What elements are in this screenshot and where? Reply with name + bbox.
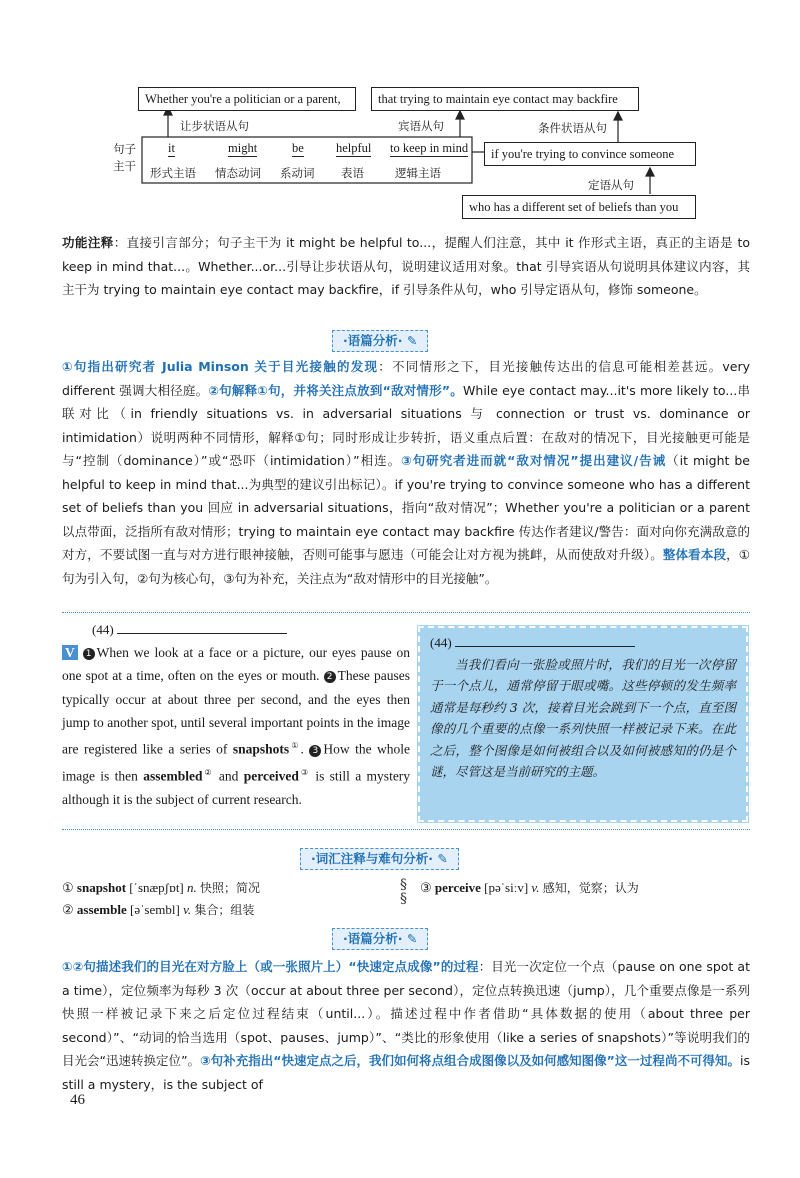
vocab-number: ② [62, 902, 74, 917]
section-tag-1-label: ·语篇分析· [343, 333, 403, 348]
main-clause-label-1: 句子 [113, 142, 136, 156]
pen-icon: ✎ [437, 851, 448, 866]
analysis-2-text-1: ：目光一次定位一个点（pause on one spot at a time），定位频率为每秒 3 次（occur at about three per second），定位点转换迅速（jump），几个重要点像是一系列快照一样被记录下来之后定位过程结束（until...）。描述过程中作者借助“具体数据的使用（about three per second）”、“动词的恰当选用（spot、pauses、jump）”、“类比的形象使用（like a series of snapshots）”等说明我们的目光会“迅速转换定位”。 [62, 959, 750, 1068]
word-snapshots: snapshots [232, 741, 290, 757]
note-2-mark: ② [202, 767, 214, 777]
pen-icon: ✎ [406, 333, 418, 348]
section-tag-vocab [300, 848, 459, 870]
role-formal-subject: 形式主语 [150, 166, 196, 180]
main-clause-label-2: 主干 [113, 159, 136, 173]
function-note-label: 功能注释 [62, 235, 114, 250]
sentence-3-end: is still a mystery although it is the subject of current research. [62, 768, 411, 807]
discourse-analysis-1 [62, 355, 750, 590]
word-helpful: helpful [336, 141, 372, 155]
vocab-item [62, 901, 254, 918]
analysis-2-highlight-2: ③句补充指出“快速定点之后，我们如何将点组合成图像以及如何感知图像”这一过程尚不可得知。 [200, 1053, 740, 1068]
role-predicative: 表语 [341, 166, 364, 180]
sentence-1-icon: 1 [83, 648, 95, 660]
vocab-meaning: 快照；简况 [200, 881, 261, 895]
translation-text: 当我们看向一张脸或照片时，我们的目光一次停留于一个点儿，通常停留于眼或嘴。这些停顿的发生频率通常是每秒约 3 次，接着目光会跳到下一个点，直至图像的几个重要的点像一系列快照一样被记录下来。在此之后，整个图像是如何被组合以及如何被感知的仍是个谜，尽管这是当前研究的主题。 [430, 656, 736, 779]
word-be: be [292, 141, 304, 155]
vocab-pos: n. [187, 880, 197, 895]
section-tag-discourse-analysis-2 [332, 928, 428, 950]
word-it: it [168, 141, 175, 155]
pen-icon: ✎ [406, 931, 418, 946]
section-tag-3-label: ·语篇分析· [343, 931, 403, 946]
attributive-clause-box: who has a different set of beliefs than you [462, 195, 696, 219]
binding-spiral-icon: § § [400, 877, 407, 907]
q44-number: (44) [92, 622, 114, 637]
analysis-1-text-3: （it might be helpful to keep in mind that...为典型的建议引出标记）。if you're trying to convince someone who has a different set of beliefs than you 回应 in adversarial situations，指向“敌对情况”；Whether you're a politician or a parent 以点带面，泛指所有敌对情形；trying to maintain eye contact may backfire 传达作者建议/警告：面对向你充满敌意的对方，不要试图一直与对方进行眼神接触，否则可能事与愿违（可能会让对方视为挑衅，从而使敌对升级）。 [62, 453, 750, 562]
sentence-2-end: . [300, 741, 304, 757]
object-clause-box: that trying to maintain eye contact may backfire [371, 87, 639, 111]
vocab-meaning: 集合；组装 [194, 903, 255, 917]
divider-2 [62, 829, 750, 830]
analysis-2-highlight-1: ①②句描述我们的目光在对方脸上（或一张照片上）“快速定点成像”的过程 [62, 959, 479, 974]
q44-label [92, 622, 287, 638]
section-tag-discourse-analysis-1 [332, 330, 428, 352]
condition-label: 条件状语从句 [538, 121, 607, 135]
word-might: might [228, 141, 258, 155]
object-label: 宾语从句 [398, 119, 444, 133]
note-1-mark: ① [289, 741, 301, 751]
concession-clause-box: Whether you're a politician or a parent, [138, 87, 356, 111]
translation-label [430, 632, 736, 654]
q44-passage [62, 641, 410, 811]
role-logical-subject: 逻辑主语 [395, 166, 441, 180]
translation-blank [455, 636, 635, 647]
vocab-item [62, 879, 260, 896]
vocab-number: ① [62, 880, 74, 895]
concession-label: 让步状语从句 [180, 119, 249, 133]
sentence-2-icon: 2 [324, 671, 336, 683]
page-number: 46 [70, 1092, 85, 1108]
function-note [62, 231, 750, 302]
vocab-meaning: 感知，觉察；认为 [542, 881, 639, 895]
sentence-2: These pauses typically occur at about three per second, and the eyes then jump to another spot, until several important points in the image are registered like a series of [62, 668, 410, 757]
sentence-3: How the whole image is then [62, 741, 411, 784]
sentence-1: When we look at a face or a picture, our eyes pause on one spot at a time, often on the eyes or mouth. [62, 645, 410, 684]
q44-answer-blank[interactable] [117, 623, 287, 634]
v-marker: V [62, 645, 78, 660]
analysis-1-highlight-4: 整体看本段 [662, 547, 727, 562]
translation-box [418, 626, 748, 822]
vocab-word: snapshot [76, 880, 127, 895]
word-to-keep-in-mind: to keep in mind [390, 141, 469, 155]
role-modal-verb: 情态动词 [215, 166, 261, 180]
vocab-number: ③ [420, 880, 432, 895]
sentence-3-icon: 3 [309, 745, 321, 757]
role-linking-verb: 系动词 [280, 166, 315, 180]
analysis-1-highlight-1: ①句指出研究者 Julia Minson 关于目光接触的发现 [62, 359, 379, 374]
vocab-word: assemble [76, 902, 127, 917]
vocab-ipa: [pəˈsiːv] [484, 880, 529, 895]
vocab-ipa: [əˈsembl] [130, 902, 180, 917]
condition-clause-box: if you're trying to convince someone [484, 142, 696, 166]
note-3-mark: ③ [298, 767, 311, 777]
discourse-analysis-2 [62, 955, 750, 1096]
section-tag-2-label: ·词汇注释与难句分析· [311, 851, 433, 866]
vocab-word: perceive [434, 880, 481, 895]
word-and: and [218, 768, 239, 784]
vocab-item [420, 879, 639, 896]
analysis-2-text-2: is still a mystery，is the subject of [62, 1053, 750, 1092]
analysis-1-highlight-3: ③句研究者进而就“敌对情况”提出建议/告诫 [401, 453, 667, 468]
word-assembled: assembled [143, 768, 203, 784]
vocab-pos: v. [531, 880, 540, 895]
analysis-1-text-1: ：不同情形之下，目光接触传达出的信息可能相差甚远。very different 强调大相径庭。 [62, 359, 750, 398]
attributive-label: 定语从句 [588, 178, 634, 192]
analysis-1-highlight-2: ②句解释①句，并将关注点放到“敌对情形”。 [208, 382, 464, 398]
divider-1 [62, 612, 750, 613]
analysis-1-text-2: While eye contact may...it's more likely to...串联对比（in friendly situations vs. in adversarial situations 与 connection or trust vs. dominance or intimidation）说明两种不同情形，解释①句；同时形成让步转折，语义重点后置：在敌对的情况下，目光接触更可能是与“控制（dominance）”或“恐吓（intimidation）”相连。 [62, 382, 751, 468]
word-perceived: perceived [243, 768, 299, 784]
function-note-text: ：直接引言部分；句子主干为 it might be helpful to...，提醒人们注意，其中 it 作形式主语，真正的主语是 to keep in mind that...。Whether...or...引导让步状语从句，说明建议适用对象。that 引导宾语从句说明具体建议内容，其主干为 trying to maintain eye contact may backfire，if 引导条件从句，who 引导定语从句，修饰 someone。 [62, 235, 750, 297]
translation-number: (44) [430, 635, 452, 650]
vocab-ipa: [ˈsnæpʃɒt] [129, 880, 184, 895]
vocab-pos: v. [183, 902, 192, 917]
analysis-1-text-4: ，①句为引入句，②句为核心句，③句为补充，关注点为“敌对情形中的目光接触”。 [62, 547, 750, 586]
